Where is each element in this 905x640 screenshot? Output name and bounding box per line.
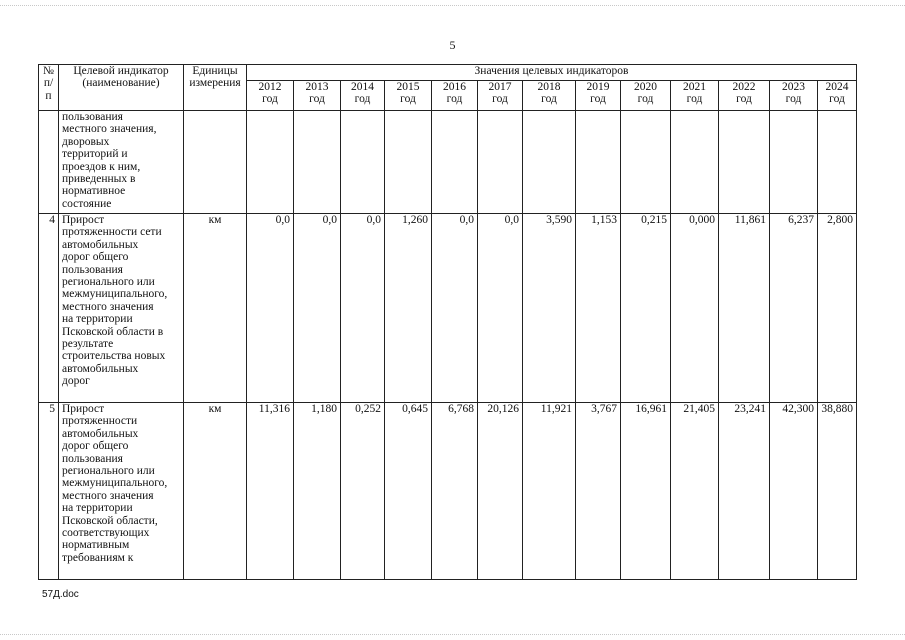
unit-cell: км bbox=[184, 403, 247, 580]
value-cell: 0,645 bbox=[385, 403, 432, 580]
value-cell: 0,0 bbox=[478, 214, 523, 403]
value-cell: 3,767 bbox=[576, 403, 621, 580]
value-cell bbox=[818, 111, 857, 214]
value-cell bbox=[621, 111, 671, 214]
page-number: 5 bbox=[449, 38, 456, 52]
header-year: 2015 год bbox=[385, 81, 432, 111]
scan-edge-top bbox=[0, 5, 905, 6]
unit-cell: км bbox=[184, 214, 247, 403]
header-year: 2014 год bbox=[341, 81, 385, 111]
table-body bbox=[39, 111, 857, 580]
scan-edge-bottom bbox=[0, 634, 905, 635]
value-cell: 0,252 bbox=[341, 403, 385, 580]
value-cell: 21,405 bbox=[671, 403, 719, 580]
value-cell bbox=[385, 111, 432, 214]
header-year: 2024 год bbox=[818, 81, 857, 111]
header-year: 2013 год bbox=[294, 81, 341, 111]
header-no: № п/п bbox=[39, 65, 59, 111]
value-cell: 0,0 bbox=[341, 214, 385, 403]
value-cell bbox=[432, 111, 478, 214]
value-cell: 1,153 bbox=[576, 214, 621, 403]
value-cell bbox=[770, 111, 818, 214]
value-cell: 11,316 bbox=[247, 403, 294, 580]
unit-cell bbox=[184, 111, 247, 214]
value-cell: 38,880 bbox=[818, 403, 857, 580]
value-cell: 6,237 bbox=[770, 214, 818, 403]
value-cell bbox=[294, 111, 341, 214]
table-row bbox=[39, 214, 857, 403]
header-year: 2020 год bbox=[621, 81, 671, 111]
value-cell: 11,921 bbox=[523, 403, 576, 580]
header-year: 2018 год bbox=[523, 81, 576, 111]
value-cell: 20,126 bbox=[478, 403, 523, 580]
header-year: 2017 год bbox=[478, 81, 523, 111]
value-cell: 16,961 bbox=[621, 403, 671, 580]
value-cell: 42,300 bbox=[770, 403, 818, 580]
value-cell bbox=[576, 111, 621, 214]
indicator-name: пользования местного значения, дворовых территорий и проездов к ним, приведенных в нормативное состояние bbox=[59, 111, 184, 214]
value-cell: 0,000 bbox=[671, 214, 719, 403]
value-cell: 6,768 bbox=[432, 403, 478, 580]
value-cell bbox=[671, 111, 719, 214]
value-cell: 2,800 bbox=[818, 214, 857, 403]
header-year: 2019 год bbox=[576, 81, 621, 111]
row-number bbox=[39, 111, 59, 214]
header-unit: Единицы измерения bbox=[184, 65, 247, 111]
value-cell: 23,241 bbox=[719, 403, 770, 580]
value-cell: 0,0 bbox=[432, 214, 478, 403]
table-row bbox=[39, 403, 857, 580]
value-cell: 0,0 bbox=[294, 214, 341, 403]
value-cell bbox=[523, 111, 576, 214]
footer-filename: 57Д.doc bbox=[42, 589, 79, 600]
value-cell: 11,861 bbox=[719, 214, 770, 403]
row-number: 5 bbox=[39, 403, 59, 580]
value-cell: 0,0 bbox=[247, 214, 294, 403]
indicator-name: Прирост протяженности автомобильных дорог общего пользования регионального или межмуниципального, местного значения на территории Псковской области, соответствующих нормативным требованиям к bbox=[59, 403, 184, 580]
value-cell bbox=[341, 111, 385, 214]
header-values-group: Значения целевых индикаторов bbox=[247, 65, 857, 81]
value-cell: 0,215 bbox=[621, 214, 671, 403]
value-cell bbox=[247, 111, 294, 214]
value-cell: 3,590 bbox=[523, 214, 576, 403]
header-year: 2022 год bbox=[719, 81, 770, 111]
header-year: 2012 год bbox=[247, 81, 294, 111]
row-number: 4 bbox=[39, 214, 59, 403]
header-year: 2021 год bbox=[671, 81, 719, 111]
indicators-table bbox=[38, 64, 857, 580]
header-year: 2016 год bbox=[432, 81, 478, 111]
header-indicator: Целевой индикатор (наименование) bbox=[59, 65, 184, 111]
indicator-name: Прирост протяженности сети автомобильных дорог общего пользования регионального или межмуниципального, местного значения на территории Псковской области в результате строительства новых автомобильных дорог bbox=[59, 214, 184, 403]
header-year: 2023 год bbox=[770, 81, 818, 111]
value-cell: 1,260 bbox=[385, 214, 432, 403]
value-cell bbox=[719, 111, 770, 214]
value-cell bbox=[478, 111, 523, 214]
value-cell: 1,180 bbox=[294, 403, 341, 580]
table-row bbox=[39, 111, 857, 214]
